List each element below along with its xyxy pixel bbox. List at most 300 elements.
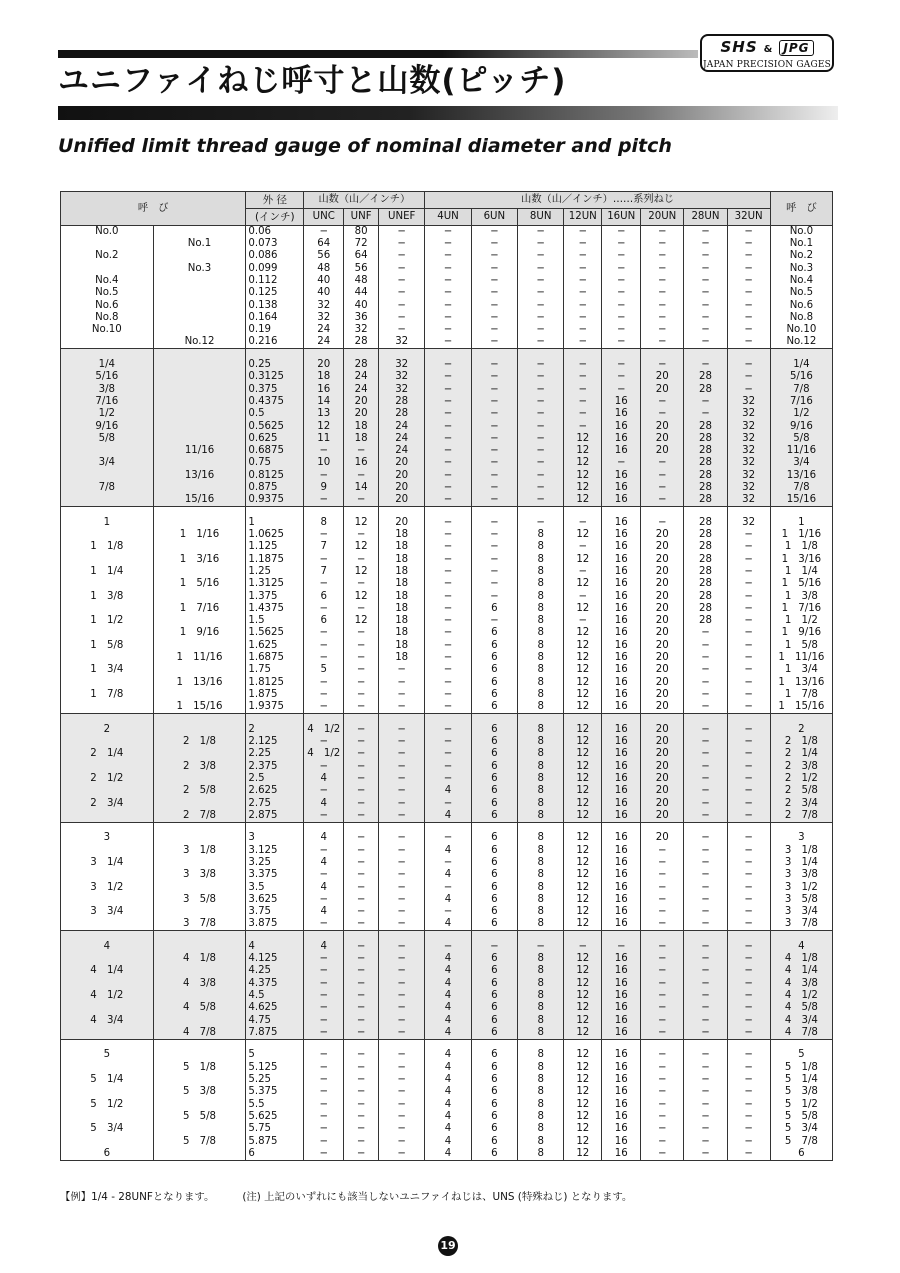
table-cell: −: [344, 1015, 379, 1027]
table-row: [61, 760, 833, 772]
table-cell: −: [684, 953, 727, 965]
table-cell: −: [304, 494, 344, 507]
table-cell: 16: [602, 978, 641, 990]
table-cell: −: [425, 408, 471, 420]
table-cell: −: [379, 677, 425, 689]
table-cell: 1 13/16: [153, 677, 246, 689]
table-cell: −: [684, 990, 727, 1002]
table-cell: 12: [344, 517, 379, 529]
table-cell: −: [518, 482, 564, 494]
table-cell: −: [641, 1062, 684, 1074]
table-cell: 4: [304, 881, 344, 893]
table-cell: 9/16: [770, 420, 832, 432]
table-cell: 20: [641, 724, 684, 736]
spacer-cell: [518, 349, 564, 359]
table-cell: −: [518, 941, 564, 953]
table-cell: 16: [602, 736, 641, 748]
table-cell: −: [344, 736, 379, 748]
table-cell: 8: [518, 1086, 564, 1098]
table-cell: 5.125: [246, 1062, 304, 1074]
table-cell: 8: [518, 869, 564, 881]
table-cell: −: [344, 603, 379, 615]
table-cell: −: [727, 797, 770, 809]
table-cell: 12: [564, 433, 602, 445]
table-cell: −: [641, 396, 684, 408]
table-cell: 16: [602, 433, 641, 445]
table-cell: 2 3/4: [61, 797, 154, 809]
table-cell: −: [304, 978, 344, 990]
table-cell: −: [641, 844, 684, 856]
table-cell: 32: [379, 371, 425, 383]
table-cell: −: [344, 978, 379, 990]
table-cell: 28: [684, 578, 727, 590]
table-cell: 32: [727, 457, 770, 469]
table-cell: 16: [602, 1086, 641, 1098]
table-cell: 0.216: [246, 336, 304, 349]
table-cell: −: [379, 1111, 425, 1123]
table-cell: 8: [518, 918, 564, 931]
table-cell: −: [425, 541, 471, 553]
table-cell: 20: [641, 748, 684, 760]
table-cell: 28: [684, 420, 727, 432]
table-cell: 6: [471, 844, 517, 856]
table-cell: 12: [564, 844, 602, 856]
table-cell: −: [344, 1148, 379, 1161]
table-cell: [153, 990, 246, 1002]
table-cell: −: [425, 578, 471, 590]
table-cell: 4 3/8: [770, 978, 832, 990]
table-cell: 6: [471, 1123, 517, 1135]
table-cell: 2: [246, 724, 304, 736]
table-cell: −: [684, 299, 727, 311]
table-cell: −: [425, 554, 471, 566]
table-cell: −: [425, 590, 471, 602]
table-cell: 28: [379, 408, 425, 420]
table-cell: −: [727, 603, 770, 615]
table-cell: 4: [425, 1148, 471, 1161]
header-col: 32UN: [727, 209, 770, 226]
table-cell: −: [727, 1148, 770, 1161]
table-cell: 20: [641, 371, 684, 383]
table-cell: 28: [684, 590, 727, 602]
table-cell: 3.125: [246, 844, 304, 856]
table-cell: No.10: [61, 324, 154, 336]
table-cell: −: [684, 810, 727, 823]
table-cell: 1 3/4: [61, 664, 154, 676]
table-cell: [153, 857, 246, 869]
table-cell: No.8: [61, 312, 154, 324]
table-cell: 0.3125: [246, 371, 304, 383]
table-cell: [153, 275, 246, 287]
table-cell: 16: [602, 773, 641, 785]
row-group: [61, 931, 833, 1040]
table-cell: −: [684, 287, 727, 299]
table-cell: 28: [684, 445, 727, 457]
table-cell: −: [304, 785, 344, 797]
table-cell: −: [564, 590, 602, 602]
group-spacer: [61, 1039, 833, 1049]
table-cell: −: [304, 1135, 344, 1147]
table-cell: −: [684, 941, 727, 953]
table-cell: 12: [564, 457, 602, 469]
table-cell: 18: [379, 578, 425, 590]
table-cell: 5 3/8: [770, 1086, 832, 1098]
spacer-cell: [246, 822, 304, 832]
table-cell: 8: [518, 1002, 564, 1014]
table-cell: −: [425, 226, 471, 239]
table-cell: −: [641, 1049, 684, 1061]
table-cell: −: [564, 420, 602, 432]
table-cell: −: [684, 894, 727, 906]
table-cell: 2 3/8: [770, 760, 832, 772]
table-cell: −: [684, 748, 727, 760]
table-row: [61, 664, 833, 676]
table-cell: 2 5/8: [153, 785, 246, 797]
table-cell: −: [304, 226, 344, 239]
spacer-cell: [727, 1039, 770, 1049]
table-cell: −: [344, 445, 379, 457]
table-cell: −: [379, 965, 425, 977]
table-cell: 16: [602, 1062, 641, 1074]
spacer-cell: [379, 931, 425, 941]
table-cell: 0.112: [246, 275, 304, 287]
table-cell: 16: [602, 785, 641, 797]
table-cell: −: [641, 857, 684, 869]
table-cell: 8: [518, 990, 564, 1002]
table-cell: 16: [602, 965, 641, 977]
table-cell: 16: [602, 590, 641, 602]
table-cell: 16: [602, 1148, 641, 1161]
table-cell: 5.25: [246, 1074, 304, 1086]
table-cell: −: [727, 615, 770, 627]
table-cell: −: [727, 336, 770, 349]
table-cell: 18: [304, 371, 344, 383]
table-cell: −: [425, 652, 471, 664]
footnote: [60, 1190, 632, 1204]
table-cell: −: [425, 517, 471, 529]
table-cell: 16: [304, 383, 344, 395]
table-cell: −: [727, 640, 770, 652]
table-cell: −: [727, 275, 770, 287]
row-group: [61, 822, 833, 931]
table-cell: 8: [518, 844, 564, 856]
table-cell: −: [304, 445, 344, 457]
table-cell: 12: [564, 554, 602, 566]
table-cell: [153, 226, 246, 239]
table-cell: −: [471, 529, 517, 541]
table-cell: 1 7/8: [61, 689, 154, 701]
table-cell: 8: [518, 857, 564, 869]
table-cell: −: [684, 1062, 727, 1074]
table-row: [61, 578, 833, 590]
table-cell: 20: [641, 797, 684, 809]
table-cell: 12: [564, 1049, 602, 1061]
table-cell: 16: [602, 529, 641, 541]
table-cell: −: [727, 857, 770, 869]
table-cell: 1.3125: [246, 578, 304, 590]
table-cell: −: [471, 615, 517, 627]
table-cell: −: [471, 541, 517, 553]
table-cell: 1 5/8: [770, 640, 832, 652]
table-cell: −: [344, 1135, 379, 1147]
table-cell: 8: [518, 773, 564, 785]
table-cell: No.0: [61, 226, 154, 239]
table-cell: [61, 238, 154, 250]
table-cell: 8: [518, 1074, 564, 1086]
table-cell: −: [425, 627, 471, 639]
table-cell: −: [304, 1148, 344, 1161]
logo-subtitle: JAPAN PRECISION GAGES: [702, 60, 832, 70]
table-cell: 20: [379, 470, 425, 482]
thread-table: [60, 191, 833, 1161]
table-cell: [61, 953, 154, 965]
table-cell: 8: [518, 1049, 564, 1061]
table-cell: 28: [684, 457, 727, 469]
table-cell: −: [425, 664, 471, 676]
table-cell: 28: [684, 433, 727, 445]
table-cell: 16: [602, 894, 641, 906]
table-cell: 8: [518, 978, 564, 990]
row-group: [61, 1039, 833, 1160]
group-spacer: [61, 349, 833, 359]
table-cell: 64: [304, 238, 344, 250]
spacer-cell: [379, 349, 425, 359]
table-cell: −: [379, 1002, 425, 1014]
table-cell: −: [684, 627, 727, 639]
table-cell: 20: [641, 541, 684, 553]
table-cell: 5 5/8: [153, 1111, 246, 1123]
table-cell: 12: [564, 832, 602, 844]
table-cell: −: [344, 664, 379, 676]
table-cell: −: [727, 736, 770, 748]
table-cell: −: [564, 408, 602, 420]
spacer-cell: [471, 714, 517, 724]
table-cell: −: [641, 881, 684, 893]
table-cell: −: [344, 724, 379, 736]
table-row: [61, 906, 833, 918]
table-cell: −: [304, 529, 344, 541]
table-cell: 20: [641, 773, 684, 785]
table-cell: No.0: [770, 226, 832, 239]
table-cell: −: [602, 336, 641, 349]
table-cell: 3.625: [246, 894, 304, 906]
table-cell: 24: [344, 371, 379, 383]
table-cell: 4: [425, 844, 471, 856]
table-cell: −: [379, 857, 425, 869]
table-row: [61, 566, 833, 578]
table-cell: −: [684, 918, 727, 931]
table-cell: 7: [304, 541, 344, 553]
row-group: [61, 714, 833, 823]
table-cell: −: [379, 324, 425, 336]
table-cell: 16: [602, 664, 641, 676]
table-cell: 18: [379, 652, 425, 664]
table-cell: −: [471, 420, 517, 432]
table-cell: −: [684, 250, 727, 262]
table-cell: [61, 1027, 154, 1040]
table-cell: 2: [770, 724, 832, 736]
spacer-cell: [471, 349, 517, 359]
table-cell: 6: [471, 953, 517, 965]
table-cell: 2.75: [246, 797, 304, 809]
table-cell: −: [344, 1099, 379, 1111]
table-cell: 6: [471, 760, 517, 772]
table-cell: 16: [602, 810, 641, 823]
table-row: [61, 494, 833, 507]
spacer-cell: [641, 714, 684, 724]
spacer-cell: [471, 1039, 517, 1049]
table-cell: −: [727, 953, 770, 965]
table-cell: 1 3/16: [770, 554, 832, 566]
table-cell: [153, 797, 246, 809]
table-cell: 2.5: [246, 773, 304, 785]
table-cell: 4: [304, 906, 344, 918]
table-cell: 6: [471, 1002, 517, 1014]
table-cell: [153, 324, 246, 336]
spacer-cell: [641, 931, 684, 941]
header-series-group: 山数（山／インチ）……系列ねじ: [425, 192, 770, 209]
table-cell: 12: [564, 748, 602, 760]
table-cell: 12: [564, 1099, 602, 1111]
table-cell: 18: [379, 627, 425, 639]
table-cell: 16: [602, 1111, 641, 1123]
table-cell: −: [304, 810, 344, 823]
table-cell: −: [425, 906, 471, 918]
table-cell: 32: [379, 336, 425, 349]
table-cell: 2 1/2: [770, 773, 832, 785]
table-cell: −: [471, 470, 517, 482]
table-cell: −: [471, 287, 517, 299]
spacer-cell: [770, 1039, 832, 1049]
table-cell: −: [518, 226, 564, 239]
table-cell: −: [304, 1074, 344, 1086]
spacer-cell: [304, 1039, 344, 1049]
spacer-cell: [564, 507, 602, 517]
table-row: [61, 857, 833, 869]
table-cell: −: [727, 701, 770, 714]
table-cell: 5 7/8: [770, 1135, 832, 1147]
table-cell: −: [425, 312, 471, 324]
table-cell: 12: [564, 906, 602, 918]
table-cell: 0.099: [246, 263, 304, 275]
table-cell: 32: [379, 383, 425, 395]
table-cell: −: [684, 640, 727, 652]
table-cell: [61, 263, 154, 275]
table-cell: 3/4: [61, 457, 154, 469]
table-cell: 1 9/16: [770, 627, 832, 639]
page-number-badge: 19: [438, 1236, 458, 1256]
table-cell: −: [425, 359, 471, 371]
table-cell: −: [379, 287, 425, 299]
table-cell: 16: [602, 906, 641, 918]
spacer-cell: [564, 822, 602, 832]
table-cell: −: [727, 554, 770, 566]
table-cell: −: [518, 275, 564, 287]
table-cell: −: [564, 250, 602, 262]
table-cell: [153, 383, 246, 395]
table-cell: −: [471, 590, 517, 602]
table-cell: −: [727, 1049, 770, 1061]
table-cell: [153, 832, 246, 844]
table-cell: 2 7/8: [153, 810, 246, 823]
table-cell: 6: [471, 627, 517, 639]
table-cell: 18: [379, 529, 425, 541]
table-row: [61, 1135, 833, 1147]
table-cell: [61, 336, 154, 349]
table-cell: 16: [602, 1002, 641, 1014]
spacer-cell: [602, 822, 641, 832]
table-cell: 6: [471, 906, 517, 918]
table-cell: −: [684, 1123, 727, 1135]
table-cell: 2 1/8: [153, 736, 246, 748]
table-cell: −: [641, 1086, 684, 1098]
spacer-cell: [602, 507, 641, 517]
table-cell: 24: [379, 420, 425, 432]
spacer-cell: [641, 1039, 684, 1049]
table-cell: 20: [379, 482, 425, 494]
table-cell: 6: [471, 603, 517, 615]
table-cell: −: [518, 238, 564, 250]
table-cell: −: [641, 1027, 684, 1040]
table-cell: −: [684, 396, 727, 408]
table-cell: −: [304, 918, 344, 931]
table-cell: −: [379, 748, 425, 760]
table-cell: 1 3/4: [770, 664, 832, 676]
header-col: 12UN: [564, 209, 602, 226]
table-cell: 6: [471, 773, 517, 785]
table-cell: 20: [641, 529, 684, 541]
table-cell: −: [379, 760, 425, 772]
table-cell: −: [641, 1135, 684, 1147]
table-cell: 12: [564, 627, 602, 639]
spacer-cell: [518, 931, 564, 941]
table-cell: 4 3/4: [61, 1015, 154, 1027]
table-cell: −: [684, 1074, 727, 1086]
table-cell: 5.375: [246, 1086, 304, 1098]
table-cell: 3 3/4: [770, 906, 832, 918]
table-cell: −: [564, 324, 602, 336]
table-cell: 6: [471, 1148, 517, 1161]
table-cell: 12: [564, 640, 602, 652]
table-cell: −: [344, 990, 379, 1002]
table-row: [61, 312, 833, 324]
table-cell: −: [641, 250, 684, 262]
table-cell: 16: [602, 832, 641, 844]
spacer-cell: [246, 349, 304, 359]
table-cell: −: [602, 359, 641, 371]
table-cell: 0.9375: [246, 494, 304, 507]
table-cell: [153, 312, 246, 324]
table-cell: 24: [304, 324, 344, 336]
table-cell: −: [518, 396, 564, 408]
table-cell: 20: [641, 433, 684, 445]
table-cell: −: [425, 299, 471, 311]
table-cell: 5 1/2: [61, 1099, 154, 1111]
table-cell: −: [379, 1099, 425, 1111]
table-cell: [153, 615, 246, 627]
table-cell: −: [727, 810, 770, 823]
table-cell: 7.875: [246, 1027, 304, 1040]
table-cell: −: [425, 603, 471, 615]
table-cell: −: [425, 396, 471, 408]
table-cell: [153, 396, 246, 408]
table-cell: 16: [602, 541, 641, 553]
table-cell: 4 1/2: [304, 748, 344, 760]
spacer-cell: [684, 822, 727, 832]
spacer-cell: [304, 349, 344, 359]
table-cell: −: [425, 881, 471, 893]
table-cell: 5.875: [246, 1135, 304, 1147]
